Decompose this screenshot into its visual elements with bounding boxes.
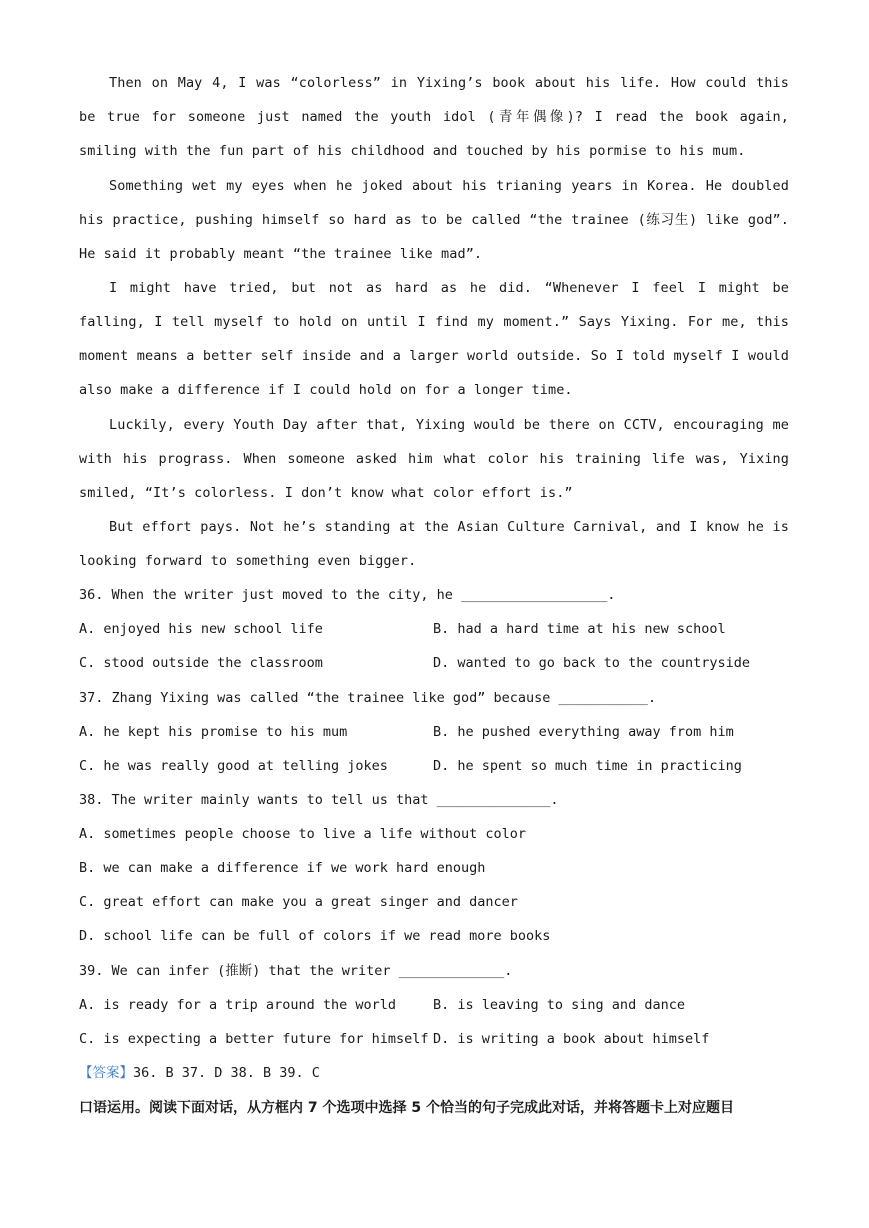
question-38-option-d: D. school life can be full of colors if we read more books	[79, 928, 551, 944]
next-section-instruction: 口语运用。阅读下面对话，从方框内 7 个选项中选择 5 个恰当的句子完成此对话，并将答题卡上对应题目	[79, 1100, 734, 1116]
question-37-stem: 37. Zhang Yixing was called “the trainee like god” because ___________.	[79, 690, 657, 706]
passage-paragraph-1: Then on May 4, I was “colorless” in Yixing’s book about his life. How could this be true for someone just named the youth idol (青年偶像)? I read the book again, smiling with the fun part of his childhood and touched by his pormise to his mum.	[79, 75, 789, 159]
question-39-option-c: C. is expecting a better future for himself	[79, 1031, 429, 1047]
passage-paragraph-4: Luckily, every Youth Day after that, Yixing would be there on CCTV, encouraging me with his prograss. When someone asked him what color his training life was, Yixing smiled, “It’s colorless. I don’t know what color effort is.”	[79, 417, 789, 501]
question-36-option-c: C. stood outside the classroom	[79, 655, 323, 671]
passage-paragraph-2: Something wet my eyes when he joked about his trianing years in Korea. He doubled his practice, pushing himself so hard as to be called “the trainee (练习生) like god”. He said it probably meant “the trainee like mad”.	[79, 178, 789, 262]
question-38-option-b: B. we can make a difference if we work hard enough	[79, 860, 486, 876]
question-36-option-b: B. had a hard time at his new school	[433, 621, 726, 637]
passage-paragraph-5: But effort pays. Not he’s standing at the Asian Culture Carnival, and I know he is looking forward to something even bigger.	[79, 519, 789, 569]
passage-paragraph-3: I might have tried, but not as hard as he did. “Whenever I feel I might be falling, I tell myself to hold on until I find my moment.” Says Yixing. For me, this moment means a better self inside and a larger world outside. So I told myself I would also make a difference if I could hold on for a longer time.	[79, 280, 789, 398]
question-38-option-c: C. great effort can make you a great singer and dancer	[79, 894, 518, 910]
question-39-stem: 39. We can infer (推断) that the writer _____________.	[79, 963, 513, 979]
question-36-option-a: A. enjoyed his new school life	[79, 621, 323, 637]
question-38-stem: 38. The writer mainly wants to tell us that ______________.	[79, 792, 559, 808]
question-37-option-a: A. he kept his promise to his mum	[79, 724, 348, 740]
question-39-option-a: A. is ready for a trip around the world	[79, 997, 396, 1013]
question-36-stem: 36. When the writer just moved to the city, he __________________.	[79, 587, 616, 603]
question-37-option-c: C. he was really good at telling jokes	[79, 758, 388, 774]
question-38-option-a: A. sometimes people choose to live a life without color	[79, 826, 527, 842]
answer-text: 36. B 37. D 38. B 39. C	[133, 1065, 320, 1081]
question-36-option-d: D. wanted to go back to the countryside	[433, 655, 750, 671]
question-39-option-d: D. is writing a book about himself	[433, 1031, 710, 1047]
question-39-option-b: B. is leaving to sing and dance	[433, 997, 685, 1013]
answer-label: 【答案】	[79, 1065, 133, 1081]
answer-key	[79, 1063, 320, 1083]
question-37-option-b: B. he pushed everything away from him	[433, 724, 734, 740]
question-37-option-d: D. he spent so much time in practicing	[433, 758, 742, 774]
